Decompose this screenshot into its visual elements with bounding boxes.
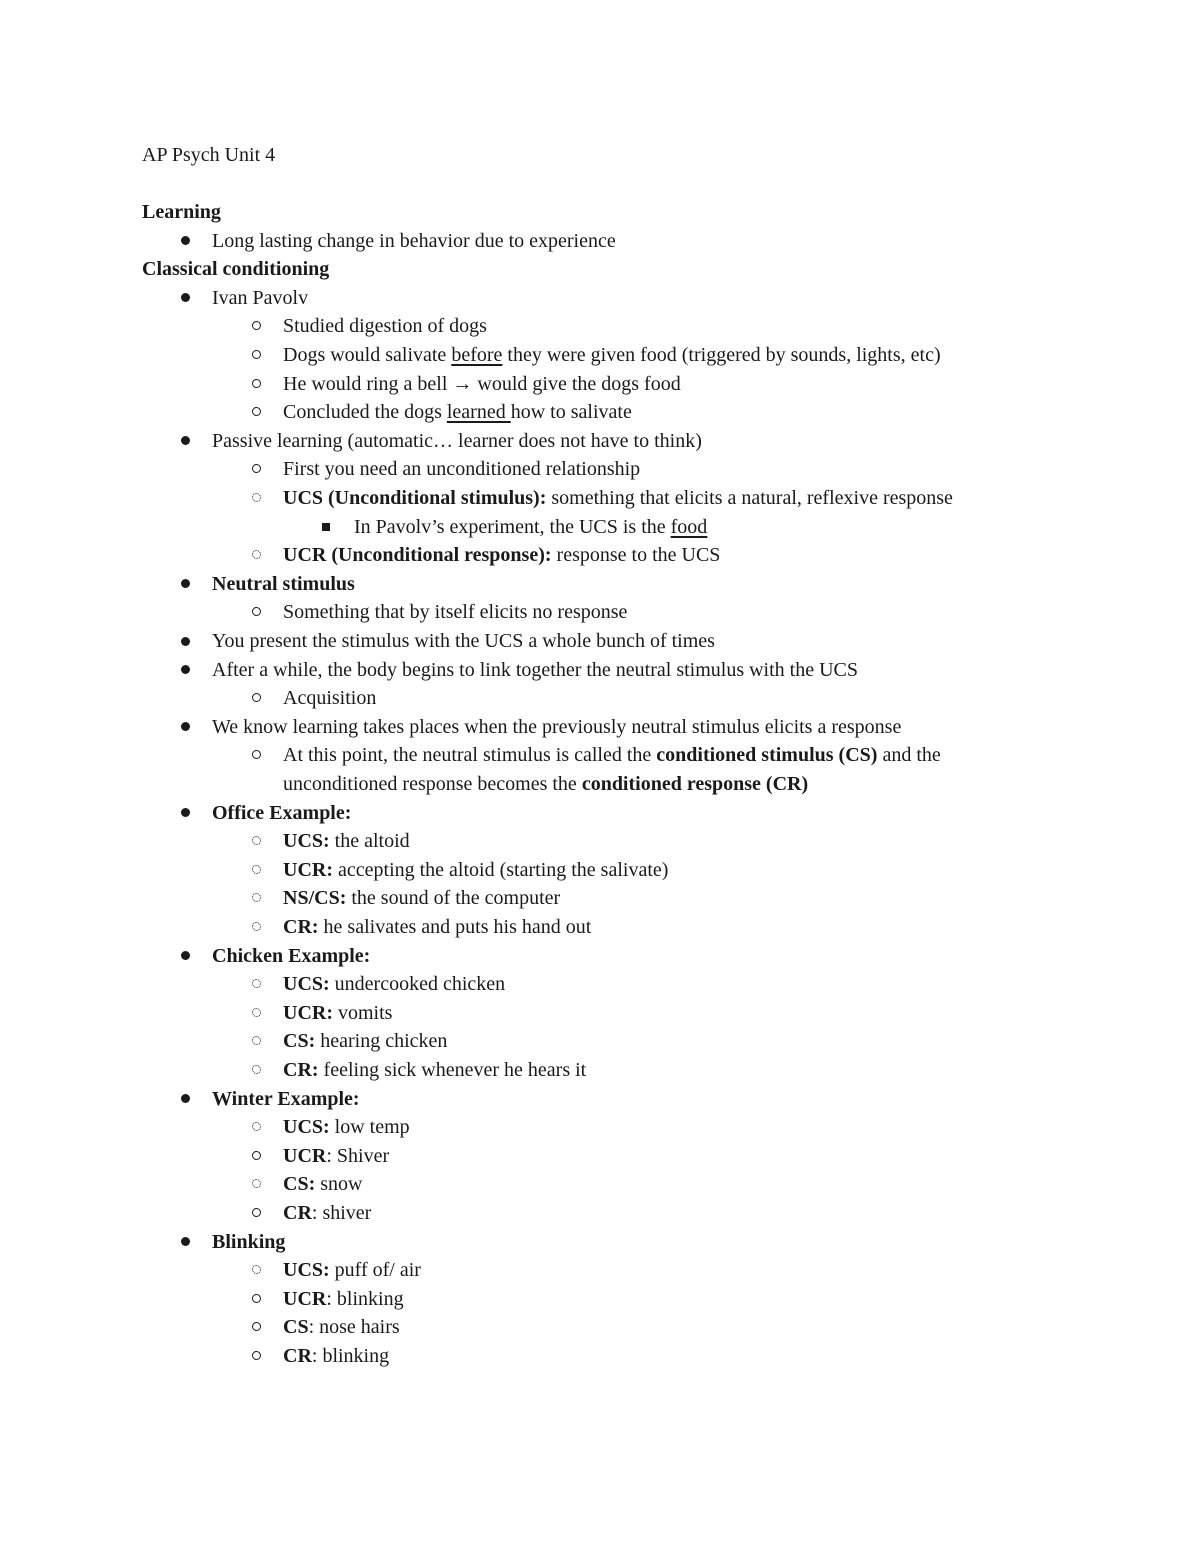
text-segment: : shiver <box>311 1202 372 1224</box>
disc-bullet-icon <box>181 579 190 588</box>
outline-line <box>0 686 1100 710</box>
outline-line <box>0 229 1100 253</box>
underlined-text: before <box>451 344 503 366</box>
line-text <box>212 229 616 253</box>
dotted-bullet-icon <box>252 1065 261 1074</box>
outline-line <box>0 543 1100 567</box>
dotted-bullet-icon <box>252 865 261 874</box>
bold-term: Office Example: <box>212 801 352 824</box>
text-segment: At this point, the neutral stimulus is called the <box>283 744 657 767</box>
text-segment: the altoid <box>329 830 410 853</box>
outline-line <box>0 743 1100 767</box>
dotted-bullet-icon <box>252 922 261 931</box>
text-segment: Acquisition <box>283 687 377 710</box>
line-text <box>283 972 505 996</box>
text-segment: Studied digestion of dogs <box>283 315 487 338</box>
bold-term: Learning <box>142 201 221 223</box>
disc-bullet-icon <box>181 1094 190 1103</box>
dotted-bullet-icon <box>252 1179 261 1188</box>
outline-line <box>0 886 1100 910</box>
text-segment: snow <box>315 1173 363 1196</box>
dotted-bullet-icon <box>252 836 261 845</box>
dotted-bullet-icon <box>252 1122 261 1131</box>
line-text <box>212 944 370 968</box>
outline-line <box>0 1172 1100 1196</box>
outline-line <box>0 457 1100 481</box>
line-text <box>212 658 858 682</box>
outline-line <box>0 515 1100 539</box>
text-segment: You present the stimulus with the UCS a whole bunch of times <box>212 630 715 652</box>
line-text <box>283 1029 447 1053</box>
outline-line <box>0 257 1100 281</box>
line-text <box>283 829 410 853</box>
text-segment: hearing chicken <box>315 1030 448 1053</box>
line-text <box>283 858 668 882</box>
outline-line <box>0 944 1100 968</box>
outline-line <box>0 915 1100 939</box>
line-text <box>212 715 901 739</box>
text-segment: undercooked chicken <box>329 973 506 996</box>
bold-term: CR: <box>283 916 319 938</box>
bold-term: conditioned response (CR) <box>581 773 809 795</box>
line-text <box>354 515 707 539</box>
outline-line <box>0 400 1100 424</box>
bold-term: UCS: <box>283 973 330 996</box>
bold-term: CR <box>283 1202 312 1224</box>
line-text <box>283 486 953 510</box>
outline-line <box>0 858 1100 882</box>
dotted-bullet-icon <box>252 1036 261 1045</box>
line-text <box>212 1230 285 1254</box>
line-text <box>283 886 560 910</box>
disc-bullet-icon <box>181 951 190 960</box>
text-segment: how to salivate <box>510 401 632 424</box>
text-segment: accepting the altoid (starting the salivate) <box>333 858 669 881</box>
outline-line <box>0 600 1100 624</box>
bold-term: NS/CS: <box>283 887 347 910</box>
bold-term: conditioned stimulus (CS) <box>656 744 878 767</box>
line-text <box>283 314 487 338</box>
line-text <box>142 257 329 281</box>
circle-bullet-icon <box>252 750 261 759</box>
bold-term: UCR <box>283 1287 327 1310</box>
square-bullet-icon <box>322 523 330 531</box>
outline-line <box>0 772 1100 796</box>
bold-term: UCR: <box>283 1001 333 1024</box>
dotted-bullet-icon <box>252 550 261 559</box>
line-text <box>283 343 941 367</box>
outline-line <box>0 1287 1100 1311</box>
disc-bullet-icon <box>181 665 190 674</box>
text-segment: He would ring a bell → would give the dogs food <box>283 372 681 395</box>
line-text <box>212 629 715 653</box>
disc-bullet-icon <box>181 436 190 445</box>
bold-term: Neutral stimulus <box>212 572 355 595</box>
bold-term: UCS (Unconditional stimulus): <box>283 487 547 509</box>
outline-line <box>0 629 1100 653</box>
line-text <box>212 801 351 825</box>
outline-line <box>0 314 1100 338</box>
outline-line <box>0 286 1100 310</box>
outline-line <box>0 1344 1100 1368</box>
text-segment: Something that by itself elicits no response <box>283 601 628 624</box>
outline-line <box>0 829 1100 853</box>
text-segment: Dogs would salivate <box>283 344 452 366</box>
text-segment: Concluded the dogs <box>283 401 447 424</box>
text-segment: : Shiver <box>326 1144 390 1167</box>
bold-term: UCS: <box>283 830 330 853</box>
text-segment: Passive learning (automatic… learner does not have to think) <box>212 429 702 452</box>
circle-bullet-icon <box>252 1151 261 1160</box>
bold-term: CR <box>283 1345 312 1367</box>
outline-line <box>0 1315 1100 1339</box>
underlined-text: food <box>670 515 708 538</box>
outline-line <box>0 1001 1100 1025</box>
line-text <box>283 1258 421 1282</box>
dotted-bullet-icon <box>252 893 261 902</box>
disc-bullet-icon <box>181 808 190 817</box>
outline-line <box>0 1115 1100 1139</box>
disc-bullet-icon <box>181 637 190 646</box>
outline-line <box>0 200 1100 224</box>
dotted-bullet-icon <box>252 493 261 502</box>
dotted-bullet-icon <box>252 1265 261 1274</box>
line-text <box>283 1001 392 1025</box>
dotted-bullet-icon <box>252 979 261 988</box>
circle-bullet-icon <box>252 464 261 473</box>
dotted-bullet-icon <box>252 1008 261 1017</box>
line-text <box>283 600 627 624</box>
text-segment: Long lasting change in behavior due to experience <box>212 229 616 252</box>
bold-term: CS: <box>283 1173 316 1196</box>
outline-line <box>0 1058 1100 1082</box>
outline-line <box>0 429 1100 453</box>
text-segment: low temp <box>329 1116 410 1139</box>
text-segment: : nose hairs <box>308 1316 400 1339</box>
line-text <box>283 1144 389 1168</box>
bold-term: UCR: <box>283 858 333 881</box>
line-text <box>283 1315 400 1339</box>
text-segment: vomits <box>333 1001 393 1024</box>
text-segment: In Pavolv’s experiment, the UCS is the <box>354 515 671 538</box>
line-text <box>142 200 221 224</box>
text-segment: We know learning takes places when the previously neutral stimulus elicits a response <box>212 715 902 738</box>
line-text <box>212 1087 360 1111</box>
line-text <box>283 1172 362 1196</box>
bold-term: UCS: <box>283 1116 330 1139</box>
circle-bullet-icon <box>252 1208 261 1217</box>
line-text <box>283 543 720 567</box>
line-text <box>283 457 640 481</box>
line-text <box>283 1201 371 1225</box>
disc-bullet-icon <box>181 236 190 245</box>
line-text <box>283 372 681 396</box>
circle-bullet-icon <box>252 1351 261 1360</box>
text-segment: he salivates and puts his hand out <box>318 916 592 938</box>
text-segment: : blinking <box>326 1287 404 1310</box>
line-text <box>283 743 941 767</box>
bold-term: CR: <box>283 1059 319 1081</box>
outline-line <box>0 972 1100 996</box>
circle-bullet-icon <box>252 1322 261 1331</box>
bold-term: Chicken Example: <box>212 944 371 967</box>
text-segment: and the <box>877 744 941 767</box>
line-text <box>212 572 355 596</box>
disc-bullet-icon <box>181 1237 190 1246</box>
line-text <box>283 1115 410 1139</box>
bold-term: CS: <box>283 1030 316 1053</box>
underlined-text: learned <box>446 401 511 424</box>
bold-term: UCS: <box>283 1259 330 1282</box>
outline-line <box>0 1258 1100 1282</box>
text-segment: After a while, the body begins to link together the neutral stimulus with the UCS <box>212 658 859 681</box>
bold-term: UCR (Unconditional response): <box>283 544 552 567</box>
text-segment: the sound of the computer <box>346 887 561 910</box>
circle-bullet-icon <box>252 379 261 388</box>
circle-bullet-icon <box>252 607 261 616</box>
outline-line <box>0 572 1100 596</box>
outline-line <box>0 1201 1100 1225</box>
line-text <box>283 400 632 424</box>
outline-line <box>0 801 1100 825</box>
circle-bullet-icon <box>252 407 261 416</box>
line-text <box>283 1287 404 1311</box>
disc-bullet-icon <box>181 293 190 302</box>
outline-line <box>0 1230 1100 1254</box>
outline-line <box>0 1087 1100 1111</box>
text-segment: puff of/ air <box>329 1259 421 1282</box>
bold-term: UCR <box>283 1144 327 1167</box>
outline-line <box>0 486 1100 510</box>
document-title: AP Psych Unit 4 <box>142 144 276 166</box>
line-text <box>283 772 808 796</box>
text-segment: something that elicits a natural, reflexive response <box>546 487 953 509</box>
bold-term: Classical conditioning <box>142 258 330 281</box>
text-segment: response to the UCS <box>551 544 721 567</box>
line-text <box>283 1344 389 1368</box>
text-segment: First you need an unconditioned relationship <box>283 458 641 481</box>
bold-term: CS <box>283 1316 309 1339</box>
line-text <box>212 429 702 453</box>
text-segment: they were given food (triggered by sounds, lights, etc) <box>502 344 941 366</box>
outline-line <box>0 1029 1100 1053</box>
circle-bullet-icon <box>252 350 261 359</box>
disc-bullet-icon <box>181 722 190 731</box>
text-segment: Ivan Pavolv <box>212 286 309 309</box>
text-segment: feeling sick whenever he hears it <box>318 1059 587 1081</box>
line-text <box>283 1058 586 1082</box>
text-segment: : blinking <box>311 1345 390 1367</box>
circle-bullet-icon <box>252 693 261 702</box>
text-segment: unconditioned response becomes the <box>283 773 582 795</box>
outline-line <box>0 1144 1100 1168</box>
line-text <box>283 915 591 939</box>
outline-line <box>0 343 1100 367</box>
bold-term: Blinking <box>212 1230 286 1253</box>
outline-line <box>0 715 1100 739</box>
outline-line <box>0 658 1100 682</box>
circle-bullet-icon <box>252 321 261 330</box>
circle-bullet-icon <box>252 1294 261 1303</box>
bold-term: Winter Example: <box>212 1087 360 1110</box>
line-text <box>283 686 376 710</box>
outline-line <box>0 372 1100 396</box>
line-text <box>212 286 308 310</box>
